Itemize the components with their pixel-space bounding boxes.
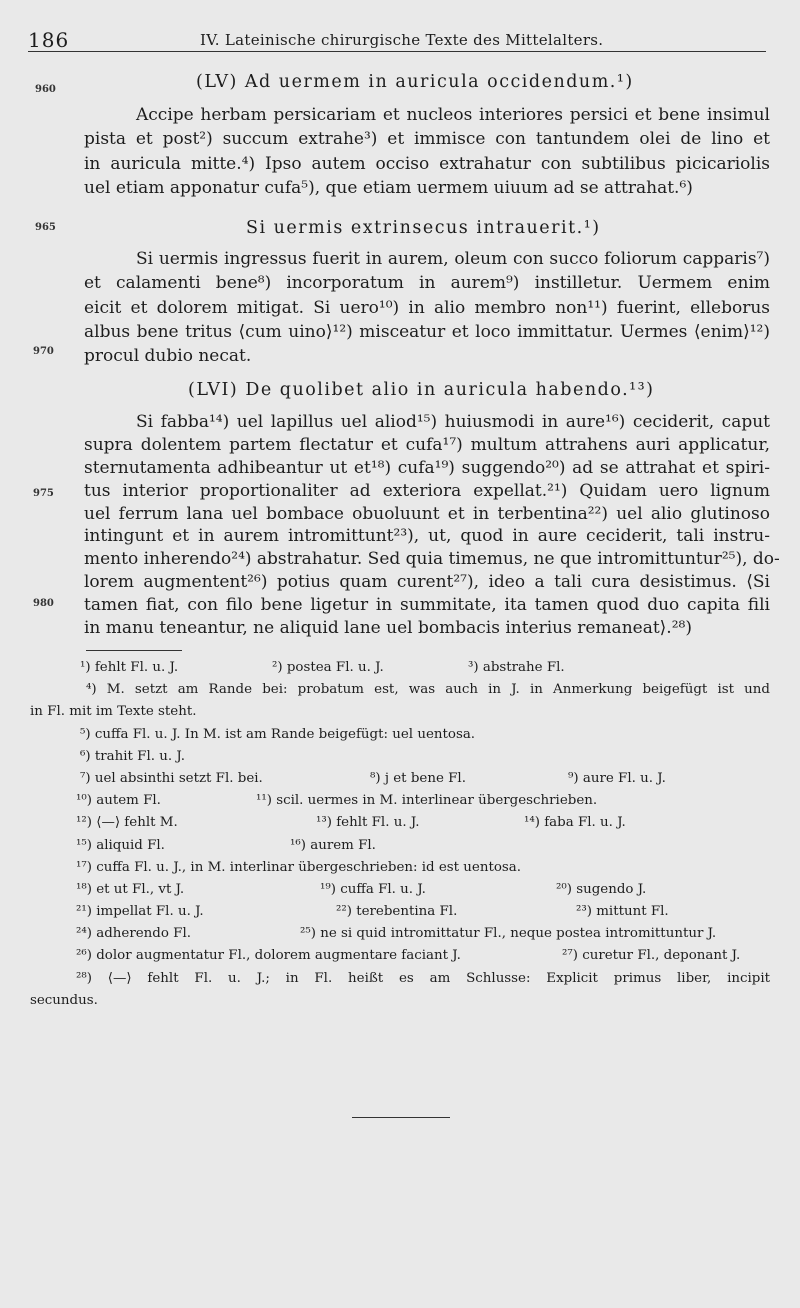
line-number: 975 <box>33 488 54 499</box>
footnote-row <box>30 790 770 812</box>
text-line: uel etiam apponatur cufa⁵), que etiam uermem uiuum ad se attrahat.⁶) <box>84 177 693 198</box>
header-rule <box>28 51 766 52</box>
footnote: ²²) terebentina Fl. <box>336 904 458 920</box>
text-line: in manu teneantur, ne aliquid lane uel bombacis interius remaneat⟩.²⁸) <box>84 618 692 639</box>
section-heading: Si uermis extrinsecus intrauerit.¹) <box>246 218 601 238</box>
footnote-row <box>30 724 770 746</box>
footnote: ¹⁶) aurem Fl. <box>290 837 376 853</box>
text-line: lorem augmentent²⁶) potius quam curent²⁷), ideo a tali cura desistimus. ⟨Si <box>84 572 770 593</box>
footnotes <box>30 657 770 1012</box>
footnote-row <box>30 835 770 857</box>
end-rule <box>352 1117 450 1118</box>
footnote: ²⁸) ⟨—⟩ fehlt Fl. u. J.; in Fl. heißt es am Schlusse: Explicit primus liber, incipit <box>76 970 770 986</box>
section-heading: (LV) Ad uermem in auricula occidendum.¹) <box>196 72 634 92</box>
text-line: sternutamenta adhibeantur ut et¹⁸) cufa¹⁹) suggendo²⁰) ad se attrahat et spiri- <box>84 457 770 478</box>
text-line: albus bene tritus ⟨cum uino⟩¹²) misceatur et loco immittatur. Uermes ⟨enim⟩¹²) <box>84 321 770 342</box>
footnote: ⁸) j et bene Fl. <box>370 770 466 786</box>
footnote: secundus. <box>30 992 98 1008</box>
footnote: ²⁷) curetur Fl., deponant J. <box>562 948 741 964</box>
footnote: ¹³) fehlt Fl. u. J. <box>316 815 420 831</box>
line-number: 970 <box>33 346 54 357</box>
footnote: ¹²) ⟨—⟩ fehlt M. <box>76 815 178 831</box>
text-line: mento inherendo²⁴) abstrahatur. Sed quia timemus, ne que intromittuntur²⁵), do- <box>84 549 780 570</box>
footnote: ²⁰) sugendo J. <box>556 881 647 897</box>
footnote: ²¹) impellat Fl. u. J. <box>76 904 204 920</box>
section-text <box>84 411 780 640</box>
text-line: in auricula mitte.⁴) Ipso autem occiso extrahatur con subtilibus picicariolis <box>84 153 770 174</box>
line-number: 960 <box>35 84 56 95</box>
footnote: ¹⁹) cuffa Fl. u. J. <box>320 881 426 897</box>
footnote: ¹¹) scil. uermes in M. interlinear übergeschrieben. <box>256 793 598 809</box>
text-line: procul dubio necat. <box>84 346 252 367</box>
footnote-row <box>30 746 770 768</box>
footnote-row <box>30 857 770 879</box>
footnote: ¹⁰) autem Fl. <box>76 793 161 809</box>
footnote: ²⁵) ne si quid intromittatur Fl., neque postea intromittuntur J. <box>300 926 717 942</box>
section-text <box>84 103 770 200</box>
footnote: ⁵) cuffa Fl. u. J. In M. ist am Rande beigefügt: uel uentosa. <box>80 726 476 742</box>
text-line: uel ferrum lana uel bombace obuoluunt et in terbentina²²) uel alio glutinoso <box>84 503 770 524</box>
footnote-row <box>30 812 770 834</box>
text-line: eicit et dolorem mitigat. Si uero¹⁰) in alio membro non¹¹) fuerint, elleborus <box>84 297 770 318</box>
footnote: ¹) fehlt Fl. u. J. <box>80 660 179 675</box>
footnote: ³) abstrahe Fl. <box>468 660 565 675</box>
footnote: in Fl. mit im Texte steht. <box>30 704 197 720</box>
footnote: ¹⁷) cuffa Fl. u. J., in M. interlinar übergeschrieben: id est uentosa. <box>76 859 522 875</box>
footnote: ⁶) trahit Fl. u. J. <box>80 748 185 764</box>
footnote-rule <box>86 650 182 651</box>
text-line: intingunt et in aurem intromittunt²³), ut, quod in aure ceciderit, tali instru- <box>84 526 770 547</box>
text-line: Si uermis ingressus fuerit in aurem, oleum con succo foliorum capparis⁷) <box>136 249 770 269</box>
line-number: 980 <box>33 598 54 609</box>
line-number: 965 <box>35 222 56 233</box>
section-heading: (LVI) De quolibet alio in auricula habendo.¹³) <box>188 380 655 400</box>
footnote-row <box>30 901 770 923</box>
text-line: pista et post²) succum extrahe³) et immisce con tantundem olei de lino et <box>84 129 770 150</box>
footnote-row <box>30 657 770 679</box>
footnote: ¹⁸) et ut Fl., vt J. <box>76 881 185 897</box>
text-line: tus interior proportionaliter ad exteriora expellat.²¹) Quidam uero lignum <box>84 480 770 501</box>
footnote-row <box>30 923 770 945</box>
footnote: ¹⁴) faba Fl. u. J. <box>524 815 626 831</box>
footnote-row <box>30 768 770 790</box>
text-line: Si fabba¹⁴) uel lapillus uel aliod¹⁵) huiusmodi in aure¹⁶) ceciderit, caput <box>136 412 770 432</box>
text-line: et calamenti bene⁸) incorporatum in aurem⁹) instilletur. Uermem enim <box>84 273 770 294</box>
footnote: ²⁶) dolor augmentatur Fl., dolorem augmentare faciant J. <box>76 948 461 964</box>
footnote: ⁴) M. setzt am Rande bei: probatum est, was auch in J. in Anmerkung beigefügt ist und <box>86 682 770 698</box>
footnote: ¹⁵) aliquid Fl. <box>76 837 165 853</box>
page-header <box>28 28 768 50</box>
footnote: ²³) mittunt Fl. <box>576 904 669 920</box>
footnote-row <box>30 945 770 967</box>
footnote: ⁹) aure Fl. u. J. <box>568 770 666 786</box>
footnote: ⁷) uel absinthi setzt Fl. bei. <box>80 770 263 786</box>
running-title: IV. Lateinische chirurgische Texte des Mittelalters. <box>200 31 604 49</box>
text-line: supra dolentem partem flectatur et cufa¹⁷) multum attrahens auri applicatur, <box>84 434 770 455</box>
footnote: ²⁴) adherendo Fl. <box>76 926 191 942</box>
footnote-row <box>30 879 770 901</box>
page-number: 186 <box>28 28 70 52</box>
section-text <box>84 247 770 368</box>
text-line: Accipe herbam persicariam et nucleos interiores persici et bene insimul <box>136 105 770 125</box>
footnote: ²) postea Fl. u. J. <box>272 660 384 675</box>
text-line: tamen fiat, con filo bene ligetur in summitate, ita tamen quod duo capita fili <box>84 595 770 616</box>
